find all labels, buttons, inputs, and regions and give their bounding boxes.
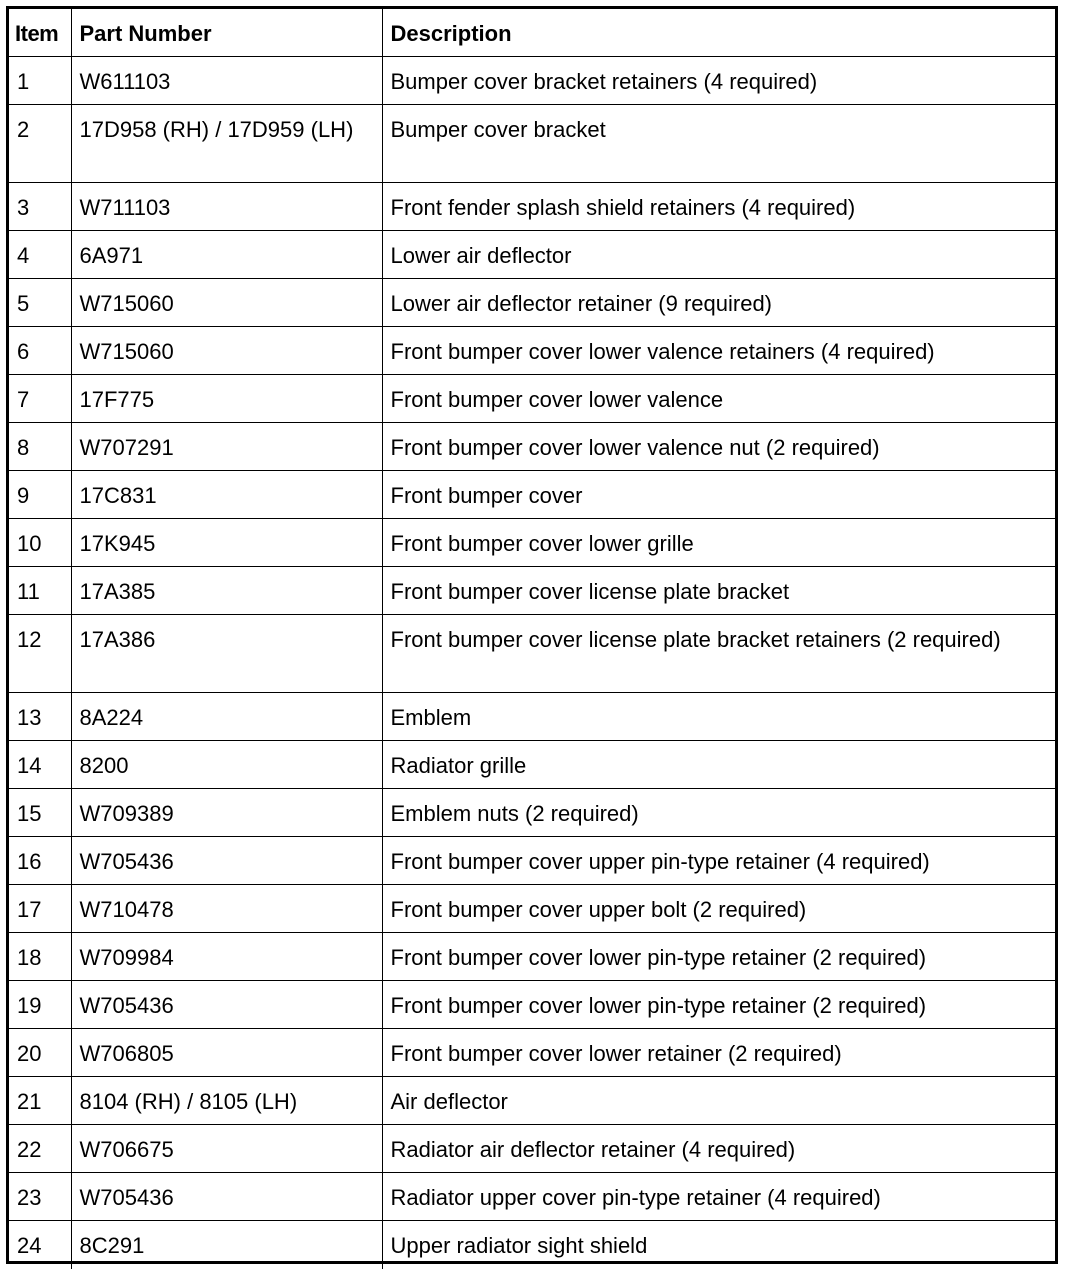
header-part-number: Part Number bbox=[71, 9, 382, 57]
table-row bbox=[9, 519, 1055, 567]
table-row bbox=[9, 933, 1055, 981]
cell-item: 6 bbox=[9, 327, 71, 375]
table-body bbox=[9, 57, 1055, 1269]
cell-item: 17 bbox=[9, 885, 71, 933]
cell-part-number: 8200 bbox=[71, 741, 382, 789]
cell-part-number: W709984 bbox=[71, 933, 382, 981]
table-row bbox=[9, 1125, 1055, 1173]
cell-item: 5 bbox=[9, 279, 71, 327]
cell-part-number: 8C291 bbox=[71, 1221, 382, 1269]
cell-description: Front bumper cover upper pin-type retainer (4 required) bbox=[382, 837, 1055, 885]
cell-description: Front fender splash shield retainers (4 required) bbox=[382, 183, 1055, 231]
table-row bbox=[9, 1029, 1055, 1077]
cell-description: Front bumper cover license plate bracket retainers (2 required) bbox=[382, 615, 1055, 693]
table-row bbox=[9, 375, 1055, 423]
cell-part-number: W709389 bbox=[71, 789, 382, 837]
cell-part-number: 8104 (RH) / 8105 (LH) bbox=[71, 1077, 382, 1125]
cell-item: 15 bbox=[9, 789, 71, 837]
cell-description: Radiator upper cover pin-type retainer (4 required) bbox=[382, 1173, 1055, 1221]
cell-part-number: 17D958 (RH) / 17D959 (LH) bbox=[71, 105, 382, 183]
cell-description: Bumper cover bracket bbox=[382, 105, 1055, 183]
cell-part-number: 17A385 bbox=[71, 567, 382, 615]
cell-item: 10 bbox=[9, 519, 71, 567]
cell-part-number: W705436 bbox=[71, 981, 382, 1029]
cell-item: 21 bbox=[9, 1077, 71, 1125]
cell-part-number: W611103 bbox=[71, 57, 382, 105]
cell-description: Front bumper cover upper bolt (2 required) bbox=[382, 885, 1055, 933]
cell-description: Front bumper cover lower pin-type retainer (2 required) bbox=[382, 933, 1055, 981]
table-row bbox=[9, 279, 1055, 327]
table-row bbox=[9, 1077, 1055, 1125]
cell-item: 23 bbox=[9, 1173, 71, 1221]
table-row bbox=[9, 231, 1055, 279]
table-row bbox=[9, 567, 1055, 615]
cell-description: Front bumper cover lower valence bbox=[382, 375, 1055, 423]
cell-part-number: 17C831 bbox=[71, 471, 382, 519]
cell-part-number: 8A224 bbox=[71, 693, 382, 741]
cell-item: 9 bbox=[9, 471, 71, 519]
cell-part-number: W715060 bbox=[71, 327, 382, 375]
cell-item: 12 bbox=[9, 615, 71, 693]
cell-part-number: 17A386 bbox=[71, 615, 382, 693]
header-item: Item bbox=[9, 9, 71, 57]
cell-description: Front bumper cover lower valence retainers (4 required) bbox=[382, 327, 1055, 375]
cell-description: Front bumper cover lower grille bbox=[382, 519, 1055, 567]
table-row bbox=[9, 183, 1055, 231]
cell-description: Bumper cover bracket retainers (4 required) bbox=[382, 57, 1055, 105]
table-row bbox=[9, 327, 1055, 375]
cell-part-number: W711103 bbox=[71, 183, 382, 231]
table-header-row bbox=[9, 9, 1055, 57]
cell-description: Front bumper cover license plate bracket bbox=[382, 567, 1055, 615]
table-row bbox=[9, 423, 1055, 471]
cell-part-number: 17F775 bbox=[71, 375, 382, 423]
cell-description: Emblem bbox=[382, 693, 1055, 741]
cell-part-number: W706675 bbox=[71, 1125, 382, 1173]
cell-item: 2 bbox=[9, 105, 71, 183]
table-row bbox=[9, 885, 1055, 933]
table-row bbox=[9, 471, 1055, 519]
cell-item: 19 bbox=[9, 981, 71, 1029]
cell-item: 1 bbox=[9, 57, 71, 105]
cell-item: 18 bbox=[9, 933, 71, 981]
cell-part-number: W705436 bbox=[71, 1173, 382, 1221]
cell-part-number: W707291 bbox=[71, 423, 382, 471]
table-row bbox=[9, 741, 1055, 789]
cell-item: 7 bbox=[9, 375, 71, 423]
cell-part-number: 17K945 bbox=[71, 519, 382, 567]
header-description: Description bbox=[382, 9, 1055, 57]
table-row bbox=[9, 1173, 1055, 1221]
table-row bbox=[9, 837, 1055, 885]
cell-part-number: W705436 bbox=[71, 837, 382, 885]
cell-item: 14 bbox=[9, 741, 71, 789]
table-row bbox=[9, 105, 1055, 183]
table-row bbox=[9, 615, 1055, 693]
parts-table-container bbox=[6, 6, 1058, 1264]
cell-item: 22 bbox=[9, 1125, 71, 1173]
cell-item: 20 bbox=[9, 1029, 71, 1077]
cell-description: Front bumper cover lower retainer (2 required) bbox=[382, 1029, 1055, 1077]
cell-description: Lower air deflector bbox=[382, 231, 1055, 279]
cell-item: 4 bbox=[9, 231, 71, 279]
cell-description: Front bumper cover lower valence nut (2 required) bbox=[382, 423, 1055, 471]
cell-description: Front bumper cover lower pin-type retainer (2 required) bbox=[382, 981, 1055, 1029]
cell-part-number: W710478 bbox=[71, 885, 382, 933]
cell-description: Air deflector bbox=[382, 1077, 1055, 1125]
table-row bbox=[9, 981, 1055, 1029]
cell-description: Front bumper cover bbox=[382, 471, 1055, 519]
cell-description: Radiator grille bbox=[382, 741, 1055, 789]
table-row bbox=[9, 1221, 1055, 1269]
cell-part-number: W706805 bbox=[71, 1029, 382, 1077]
cell-item: 16 bbox=[9, 837, 71, 885]
cell-item: 3 bbox=[9, 183, 71, 231]
cell-item: 13 bbox=[9, 693, 71, 741]
cell-part-number: 6A971 bbox=[71, 231, 382, 279]
table-row bbox=[9, 693, 1055, 741]
cell-description: Radiator air deflector retainer (4 required) bbox=[382, 1125, 1055, 1173]
cell-item: 8 bbox=[9, 423, 71, 471]
table-row bbox=[9, 789, 1055, 837]
cell-part-number: W715060 bbox=[71, 279, 382, 327]
cell-description: Emblem nuts (2 required) bbox=[382, 789, 1055, 837]
cell-item: 24 bbox=[9, 1221, 71, 1269]
cell-item: 11 bbox=[9, 567, 71, 615]
cell-description: Lower air deflector retainer (9 required) bbox=[382, 279, 1055, 327]
table-row bbox=[9, 57, 1055, 105]
parts-table bbox=[9, 9, 1055, 1269]
cell-description: Upper radiator sight shield bbox=[382, 1221, 1055, 1269]
